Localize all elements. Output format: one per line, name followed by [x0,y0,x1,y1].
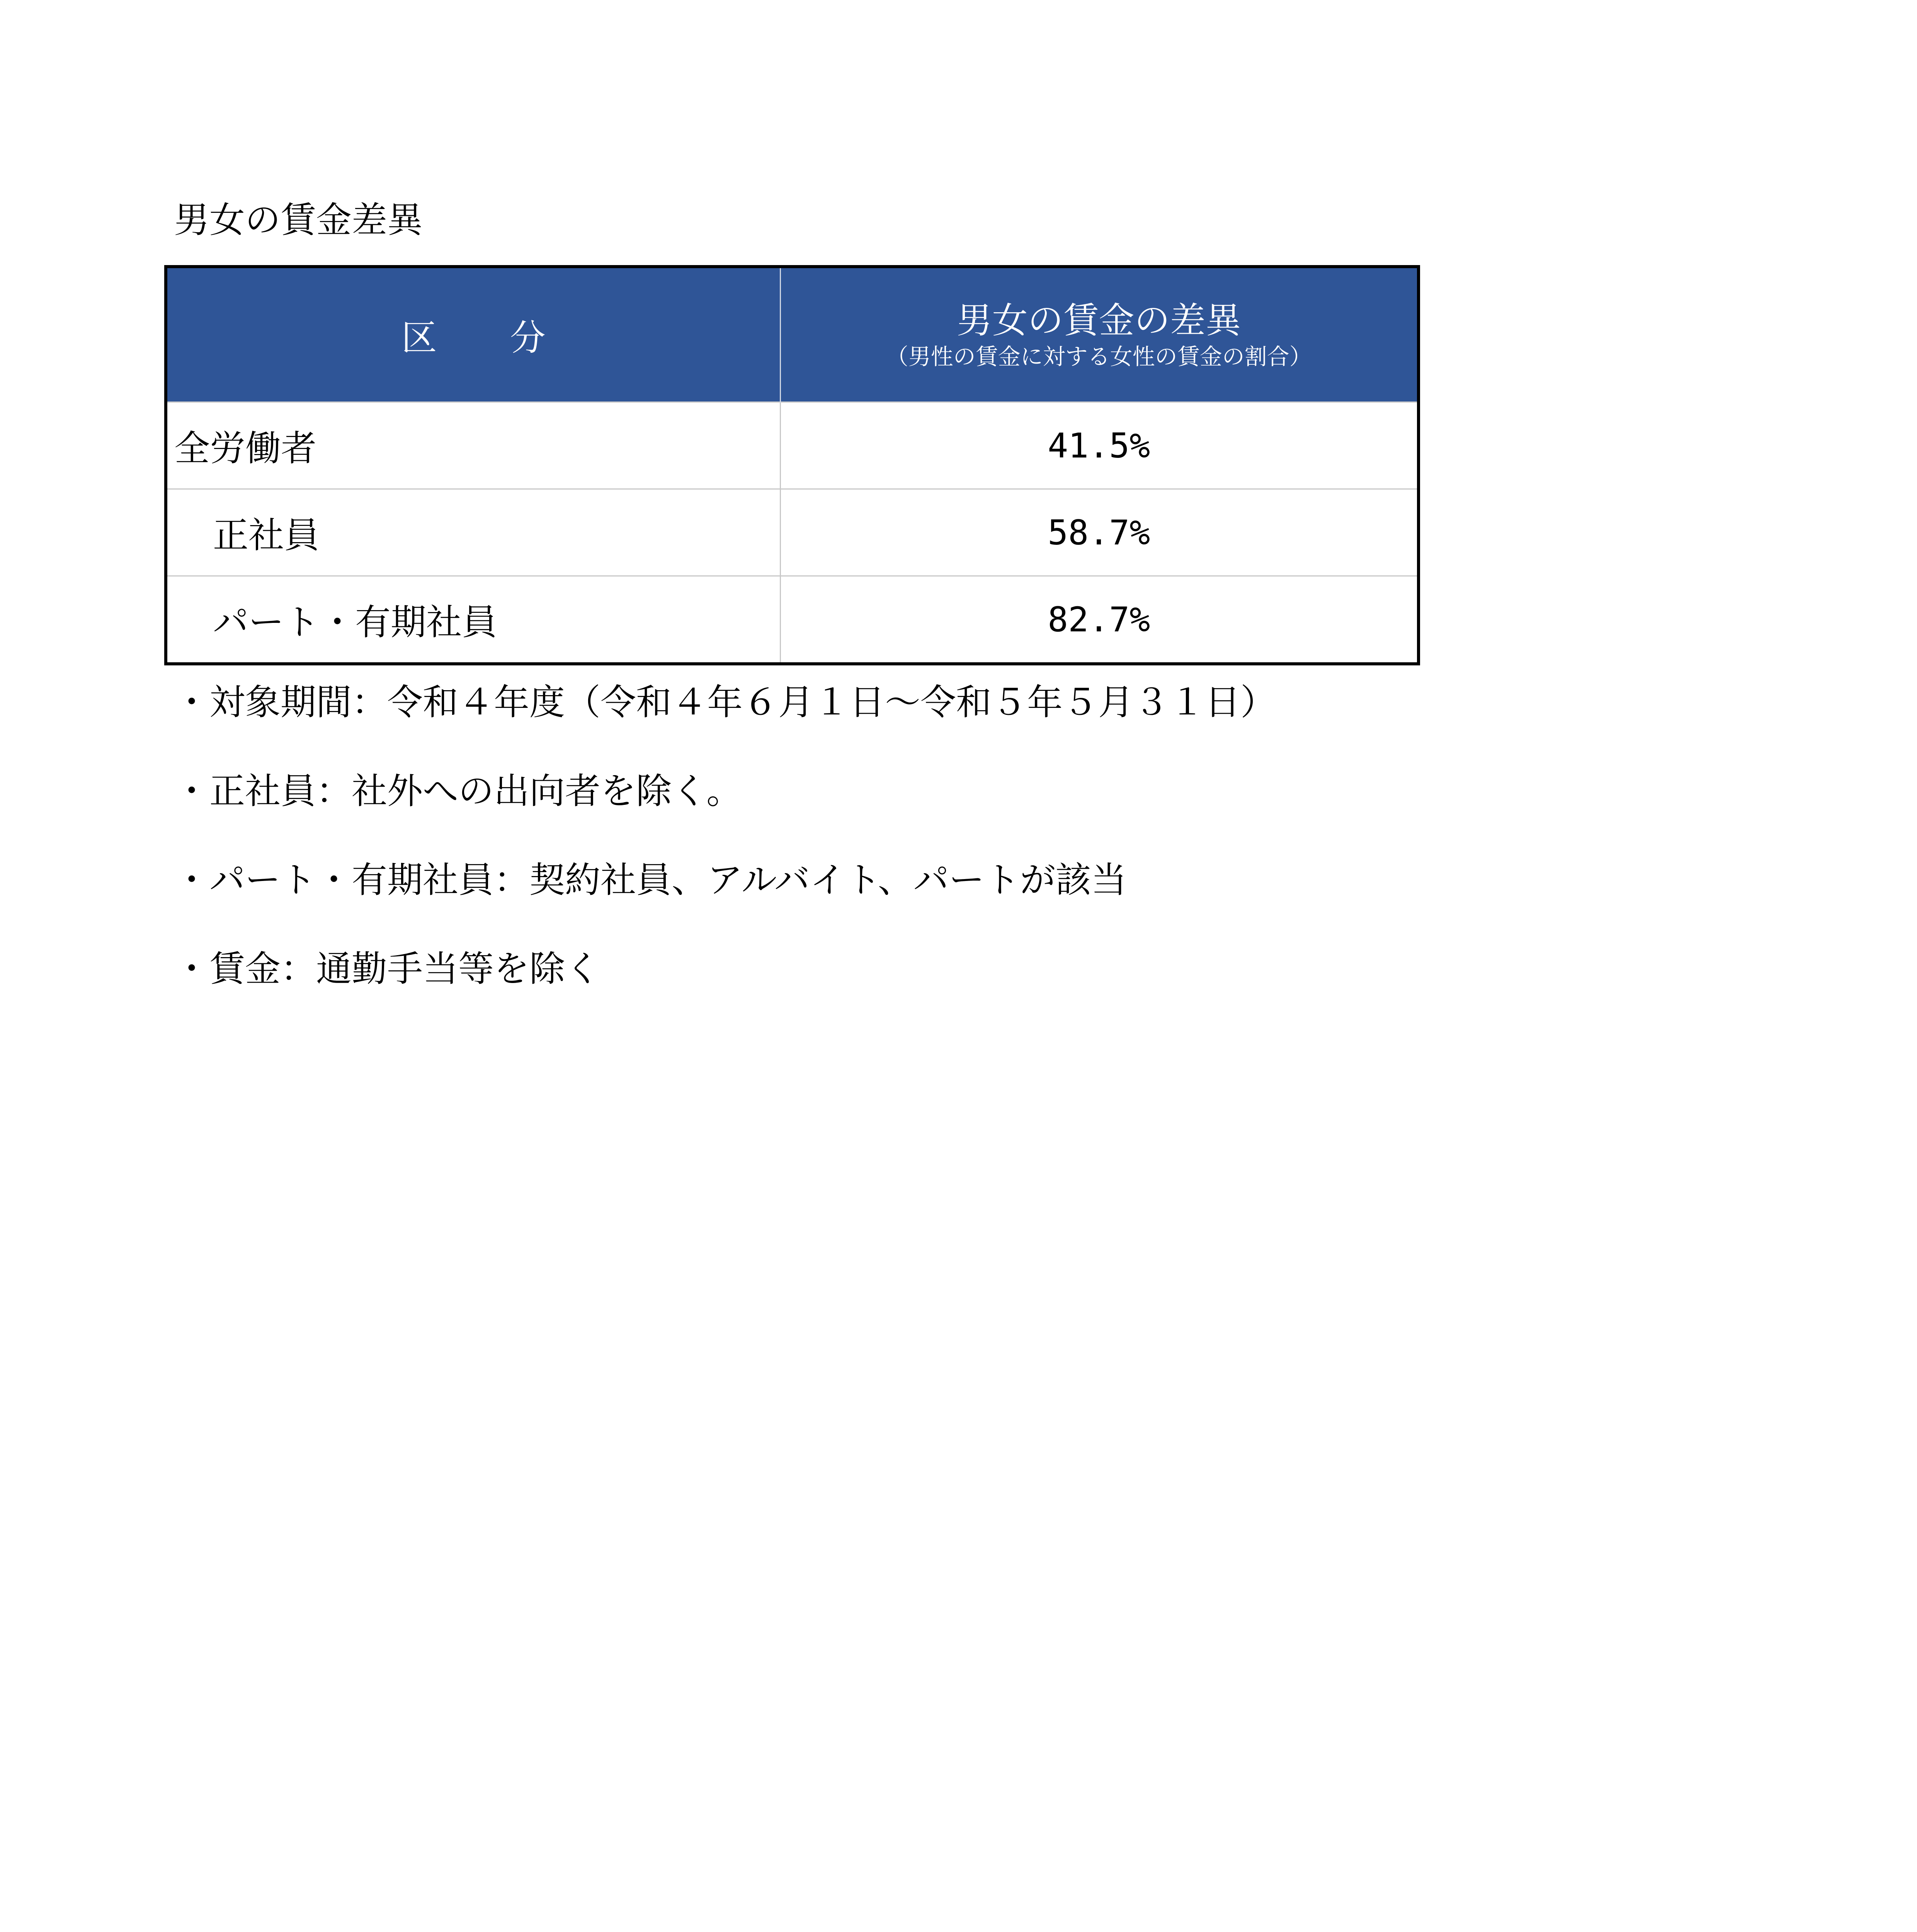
document-title: 男女の賃金差異 [174,199,423,241]
header-value-sub: （男性の賃金に対する女性の賃金の割合） [886,343,1312,370]
note-regular-employees: ・正社員：社外への出向者を除く。 [174,770,742,812]
header-value [780,267,1419,402]
note-wages: ・賃金：通勤手当等を除く [174,948,601,990]
table-header-row [166,267,1419,402]
note-part-time-fixed-term: ・パート・有期社員：契約社員、アルバイト、パートが該当 [174,859,1127,901]
row-label-all-workers: 全労働者 [166,402,780,489]
row-value-regular-employees: 58.7% [780,489,1419,576]
table-row [166,489,1419,576]
table-row [166,402,1419,489]
note-target-period: ・対象期間：令和４年度（令和４年６月１日～令和５年５月３１日） [174,682,1276,723]
row-value-all-workers: 41.5% [780,402,1419,489]
header-value-main: 男女の賃金の差異 [956,299,1241,341]
row-label-part-time-fixed-term: パート・有期社員 [166,576,780,664]
wage-gap-table [164,265,1420,665]
notes-list [174,679,1276,1035]
row-label-regular-employees: 正社員 [166,489,780,576]
row-value-part-time-fixed-term: 82.7% [780,576,1419,664]
table-row [166,576,1419,664]
header-category: 区 分 [166,267,780,402]
